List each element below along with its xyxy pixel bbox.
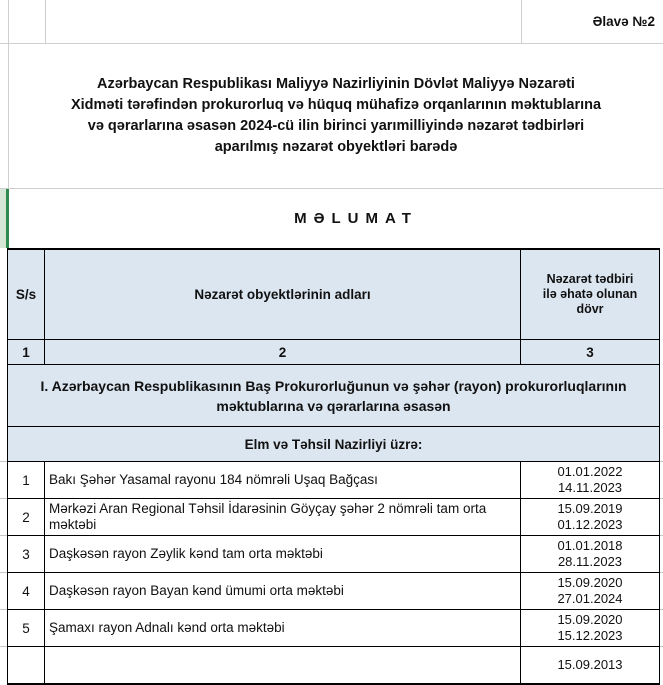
row-object-name: Şamaxı rayon Adnalı kənd orta məktəbi	[49, 620, 285, 635]
gridline	[45, 0, 46, 43]
row-object-name: Daşkəsən rayon Bayan kənd ümumi orta məktəbi	[49, 583, 344, 598]
row-object-name: Mərkəzi Aran Regional Təhsil İdarəsinin Göyçay şəhər 2 nömrəli tam orta məktəbi	[49, 501, 487, 532]
section-header	[8, 365, 659, 427]
table-row	[8, 462, 659, 499]
column-number-3: 3	[520, 340, 659, 364]
period-end-date: 01.12.2023	[557, 517, 623, 532]
column-number-2: 2	[278, 344, 287, 360]
melumat-heading: MƏLUMAT	[294, 209, 418, 227]
title-line: aparılmış nəzarət obyektləri barədə	[214, 138, 458, 155]
table-header-row	[8, 250, 659, 340]
column-header-period	[520, 250, 659, 339]
section-header-text	[40, 376, 626, 416]
row-number: 3	[8, 536, 45, 572]
period-start-date: 01.01.2018	[557, 538, 623, 553]
group-header: Elm və Təhsil Nazirliyi üzrə:	[8, 427, 659, 462]
row-period	[520, 499, 659, 535]
row-object-name	[45, 647, 520, 683]
table-row	[8, 610, 659, 647]
row-period	[520, 462, 659, 498]
row-period	[520, 647, 659, 683]
period-end-date: 15.12.2023	[557, 628, 623, 643]
row-number: 1	[8, 462, 45, 498]
row-number	[8, 647, 45, 683]
column-header-num: S/s	[8, 250, 45, 339]
document-title	[9, 43, 663, 188]
green-highlight-cell	[0, 189, 9, 248]
report-table	[7, 248, 660, 685]
period-start-date: 15.09.2020	[557, 612, 623, 627]
period-start-date: 15.09.2020	[557, 575, 623, 590]
row-object-name: Daşkəsən rayon Zəylik kənd tam orta məktəbi	[49, 546, 323, 561]
title-line: Xidməti tərəfindən prokurorluq və hüquq mühafizə orqanlarının məktublarına	[70, 96, 602, 113]
row-object-name: Bakı Şəhər Yasamal rayonu 184 nömrəli Uşaq Bağçası	[49, 472, 378, 487]
row-number: 5	[8, 610, 45, 646]
section-header-line: məktublarına və qərarlarına əsasən	[216, 397, 451, 414]
period-end-date: 28.11.2023	[557, 554, 623, 569]
column-number-row	[8, 340, 659, 365]
column-header-period-text: Nəzarət tədbiri ilə əhatə olunan dövr	[542, 272, 638, 316]
row-number: 2	[8, 499, 45, 535]
row-period	[520, 536, 659, 572]
row-period	[520, 610, 659, 646]
column-header-name: Nəzarət obyektlərinin adları	[194, 287, 371, 302]
table-row	[8, 647, 659, 684]
section-header-line: I. Azərbaycan Respublikasının Baş Prokurorluğunun və şəhər (rayon) prokurorluqlarının	[40, 377, 627, 394]
period-end-date: 27.01.2024	[557, 591, 623, 606]
row-period	[520, 573, 659, 609]
annex-label: Əlavə №2	[592, 14, 655, 29]
column-number-1: 1	[8, 340, 45, 364]
title-line: Azərbaycan Respublikası Maliyyə Nazirliyinin Dövlət Maliyyə Nəzarəti	[97, 75, 575, 92]
title-line: və qərarlarına əsasən 2024-cü ilin birinci yarımilliyində nəzarət tədbirləri	[87, 117, 585, 134]
document-title-text	[71, 74, 601, 158]
row-number: 4	[8, 573, 45, 609]
period-start-date: 15.09.2013	[557, 657, 623, 672]
table-row	[8, 536, 659, 573]
period-start-date: 01.01.2022	[557, 464, 623, 479]
period-start-date: 15.09.2019	[557, 501, 623, 516]
table-row	[8, 573, 659, 610]
period-end-date: 14.11.2023	[557, 480, 623, 495]
table-row	[8, 499, 659, 536]
